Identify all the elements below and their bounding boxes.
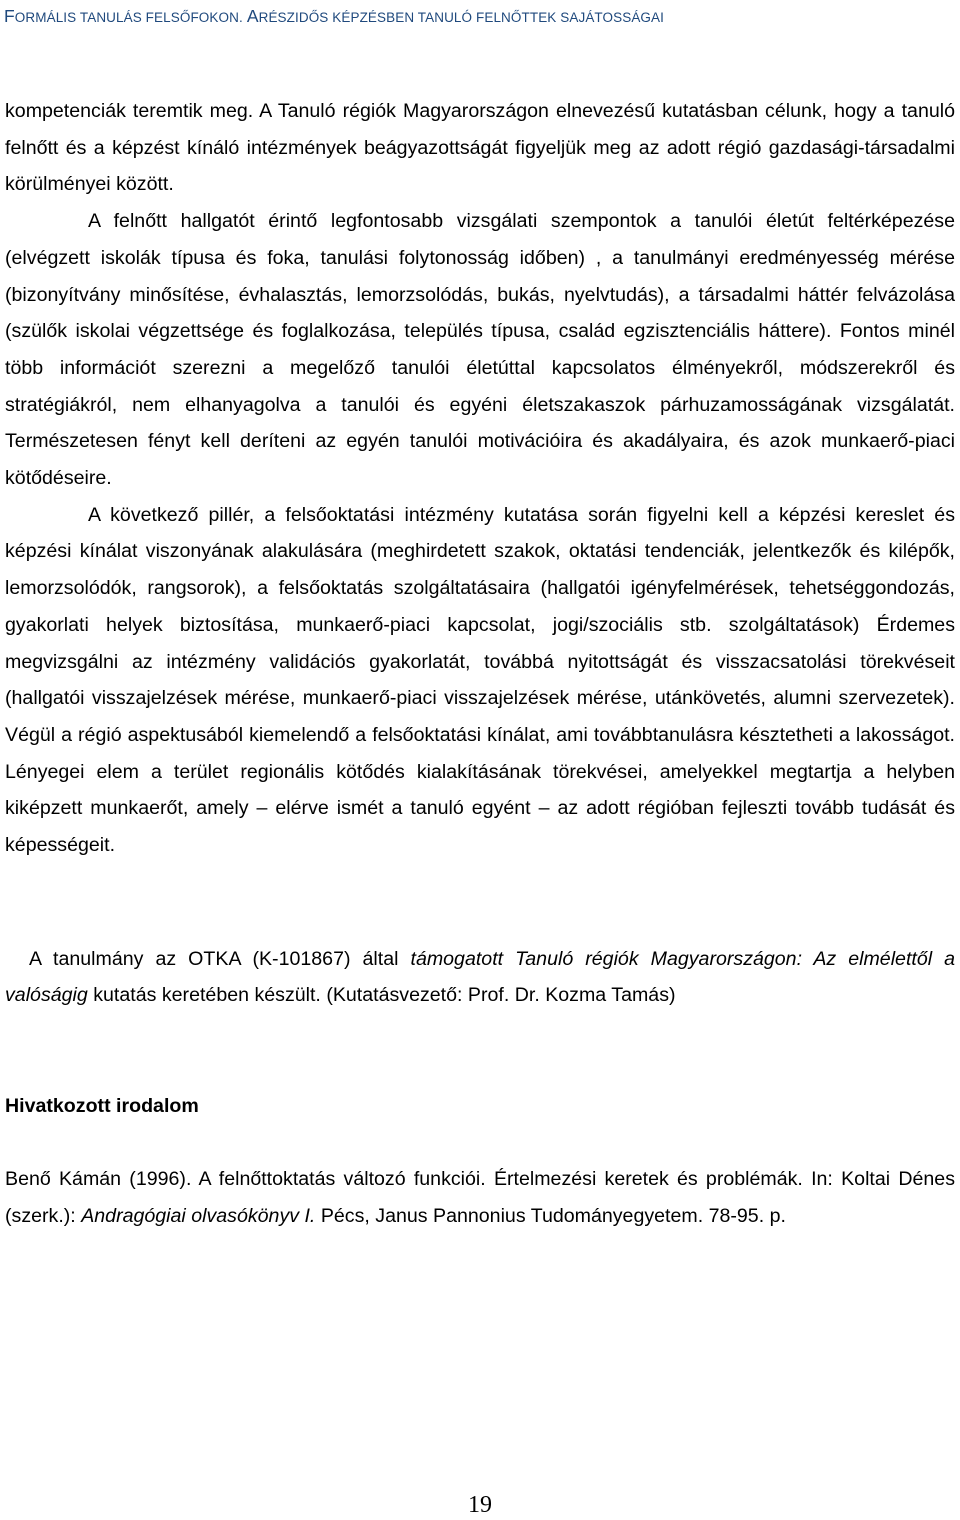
references-heading: Hivatkozott irodalom [5,1095,199,1118]
reference-book-title: Andragógiai olvasókönyv I. [81,1204,316,1227]
header-initial-1: F [4,6,15,26]
funding-note [5,941,955,1014]
reference-publisher: Pécs, Janus Pannonius Tudományegyetem. 78-95. p. [315,1204,786,1227]
reference-text: Benő Kámán (1996). A felnőttoktatás változó funkciói. Értelmezési keretek és problémák. In: Koltai Dénes (szerk.): [5,1167,955,1227]
header-title-2: RÉSZIDŐS KÉPZÉSBEN TANULÓ FELNŐTTEK SAJÁTOSSÁGAI [258,10,664,25]
funding-note-text: A tanulmány az OTKA (K-101867) által [29,947,411,970]
document-body [5,93,955,1235]
header-initial-2: A [246,6,259,26]
running-header [4,4,944,30]
header-title-1: ORMÁLIS TANULÁS FELSŐFOKON. [14,10,243,25]
funding-note-tail: kutatás keretében készült. (Kutatásvezető: Prof. Dr. Kozma Tamás) [87,984,676,1007]
funding-note-project-title: támogatott Tanuló régiók Magyarországon: Az elmélettől a valóságig [5,947,956,1007]
reference-item [5,1161,955,1235]
paragraph-3: A következő pillér, a felsőoktatási intézmény kutatása során figyelni kell a képzési kereslet és képzési kínálat viszonyának alakulására (meghirdetett szakok, oktatási tendenciák, jelentkezők és kilépők, lemorzsolódók, rangsorok), a felsőoktatás szolgáltatásaira (hallgatói igényfelmérések, tehetséggondozás, gyakorlati helyek biztosítása, munkaerő-piaci kapcsolat, jogi/szociális stb. szolgáltatások) Érdemes megvizsgálni az intézmény validációs gyakorlatát, továbbá nyitottságát és visszacsatolási törekvéseit (hallgatói visszajelzések mérése, munkaerő-piaci visszajelzések mérése, utánkövetés, alumni szervezetek). Végül a régió aspektusából kiemelendő a felsőoktatási kínálat, ami továbbtanulásra késztetheti a lakosságot. Lényegei elem a terület regionális kötődés kialakításának törekvései, amelyekkel megtartja a helyben kiképzett munkaerőt, amely – elérve ismét a tanuló egyént – az adott régióban fejleszti tovább tudását és képességeit. [5,503,955,857]
paragraph-2: A felnőtt hallgatót érintő legfontosabb vizsgálati szempontok a tanulói életút feltérképezése (elvégzett iskolák típusa és foka, tanulási folytonosság időben) , a tanulmányi eredményesség mérése (bizonyítvány minősítése, évhalasztás, lemorzsolódás, bukás, nyelvtudás), a társadalmi háttér felvázolása (szülők iskolai végzettsége és foglalkozása, település típusa, család egzisztenciális háttere). Fontos minél több információt szerezni a megelőző tanulói életúttal kapcsolatos élményekről, módszerekről és stratégiákról, nem elhanyagolva a tanulói és egyéni életszakaszok párhuzamosságának vizsgálatát. Természetesen fényt kell deríteni az egyén tanulói motivációira és akadályaira, és azok munkaerő-piaci kötődéseire. [5,210,955,490]
page-number: 19 [468,1492,492,1518]
paragraph-1: kompetenciák teremtik meg. A Tanuló régiók Magyarországon elnevezésű kutatásban célunk, hogy a tanuló felnőtt és a képzést kínáló intézmények beágyazottságát figyeljük meg az adott régió gazdasági-társadalmi körülményei között. [5,100,955,196]
